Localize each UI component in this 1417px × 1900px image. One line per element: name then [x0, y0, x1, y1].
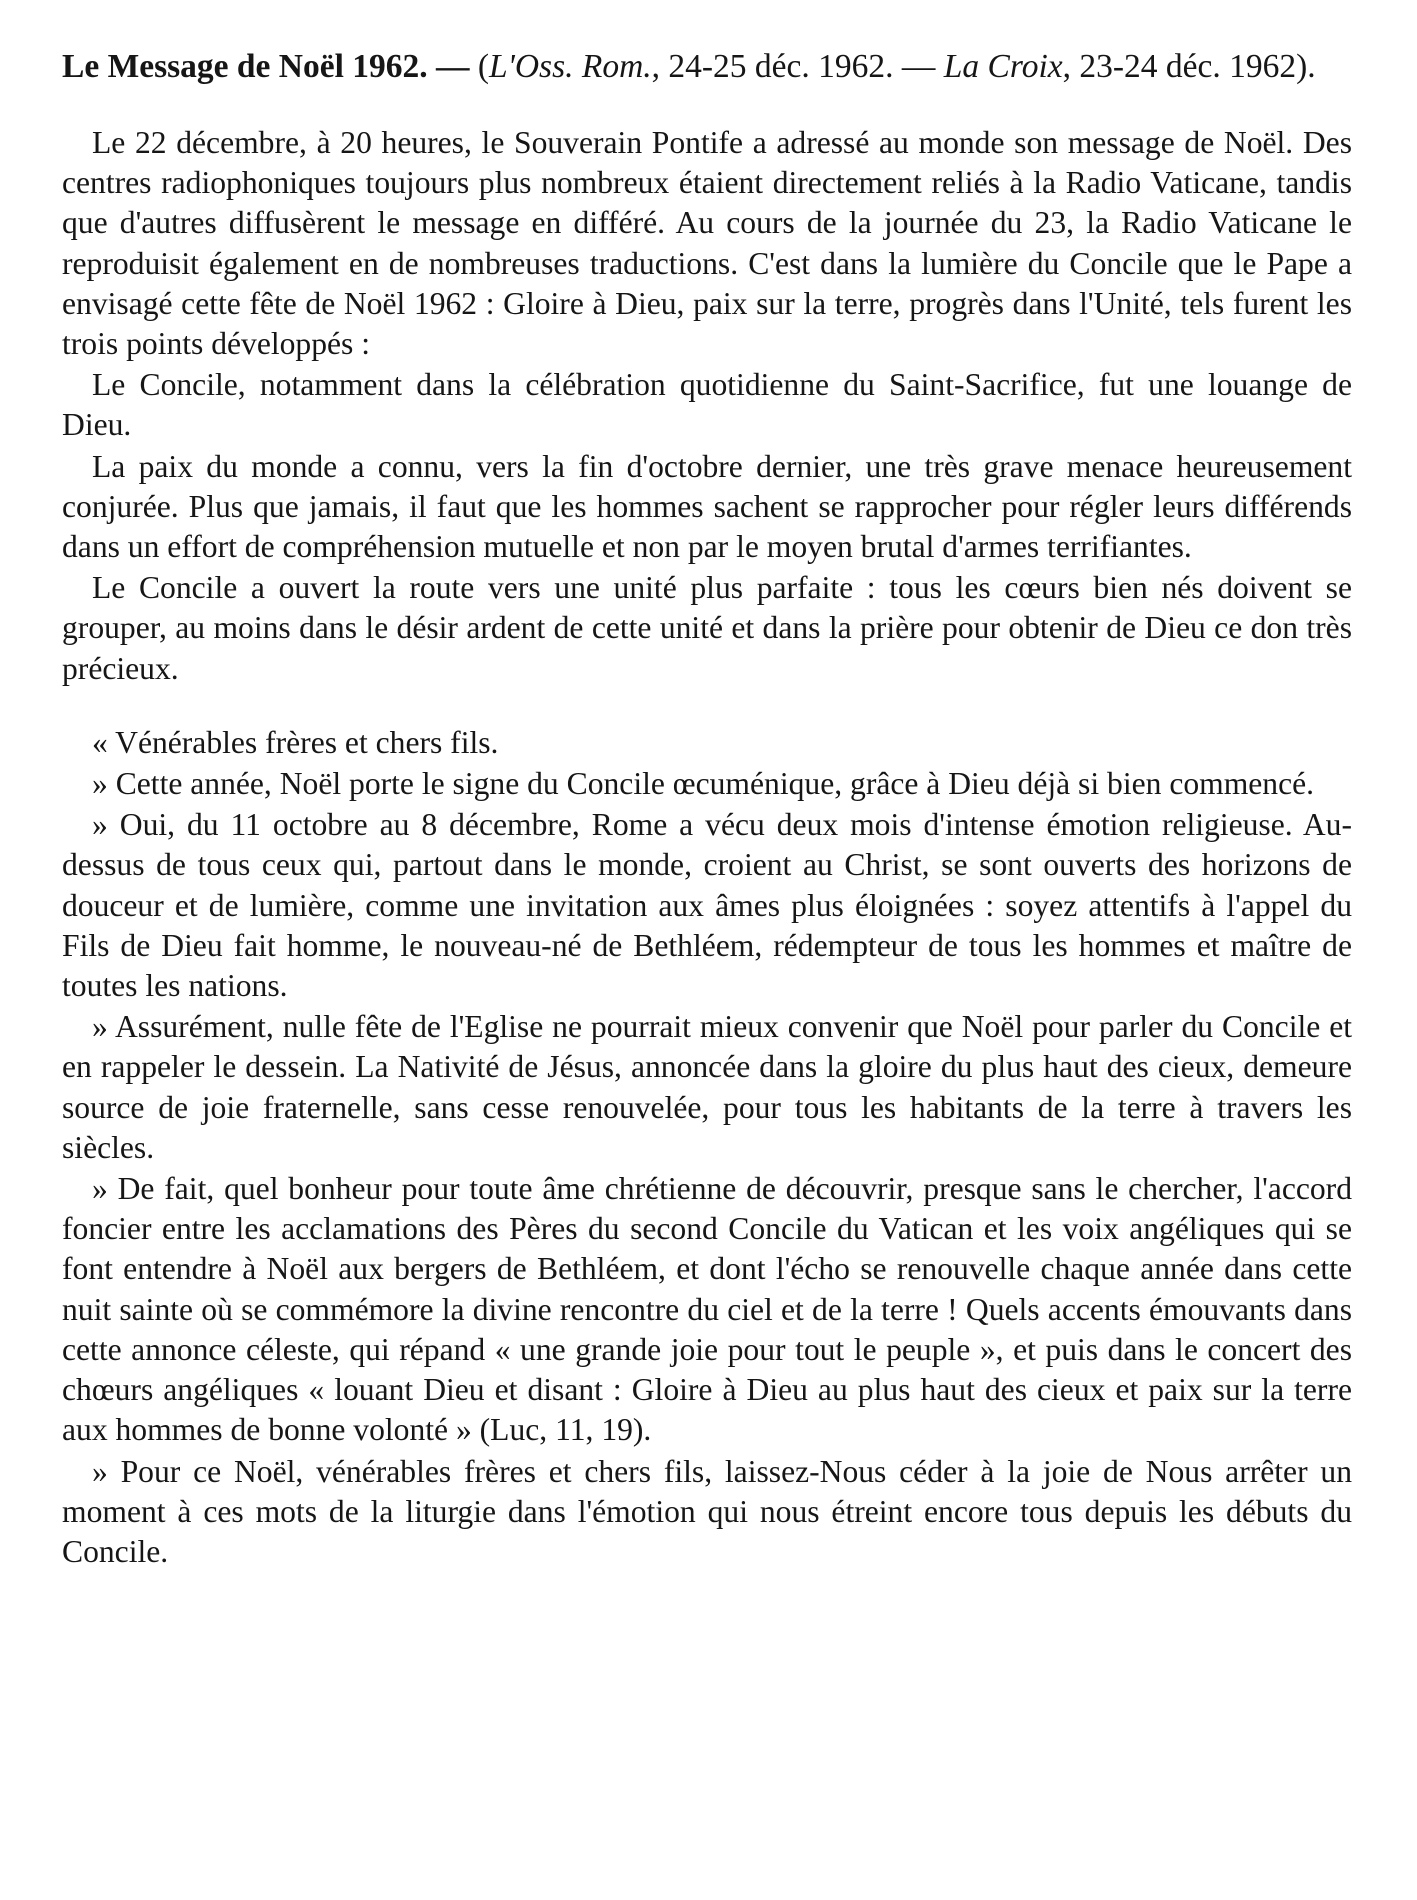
source-open-paren: (	[477, 48, 490, 85]
message-paragraph: » Oui, du 11 octobre au 8 décembre, Rome a vécu deux mois d'intense émotion religieuse. Au-dessus de tous ceux qui, partout dans le monde, croient au Christ, se sont ouverts des horizons de douceur et de lumière, comme une invitation aux âmes plus éloignées : soyez attentifs à l'appel du Fils de Dieu fait homme, le nouveau-né de Bethléem, rédempteur de tous les hommes et maître de toutes les nations.	[62, 807, 1352, 1004]
intro-paragraph: Le 22 décembre, à 20 heures, le Souverain Pontife a adressé au monde son message de Noël. Des centres radiophoniques toujours plus nombreux étaient directement reliés à la Radio Vaticane, tandis que d'autres diffusèrent le message en différé. Au cours de la journée du 23, la Radio Vaticane le reproduisit également en de nombreuses traductions. C'est dans la lumière du Concile que le Pape a envisagé cette fête de Noël 1962 : Gloire à Dieu, paix sur la terre, progrès dans l'Unité, tels furent les trois points développés :	[62, 125, 1352, 362]
intro-paragraph: Le Concile, notamment dans la célébration quotidienne du Saint-Sacrifice, fut une louange de Dieu.	[62, 367, 1352, 443]
intro-paragraph: Le Concile a ouvert la route vers une unité plus parfaite : tous les cœurs bien nés doivent se grouper, au moins dans le désir ardent de cette unité et dans la prière pour obtenir de Dieu ce don très précieux.	[62, 570, 1352, 686]
message-paragraph: » Assurément, nulle fête de l'Eglise ne pourrait mieux convenir que Noël pour parler du Concile et en rappeler le dessein. La Nativité de Jésus, annoncée dans la gloire du plus haut des cieux, demeure source de joie fraternelle, sans cesse renouvelée, pour tous les habitants de la terre à travers les siècles.	[62, 1009, 1352, 1165]
article-title: Le Message de Noël 1962.	[62, 48, 428, 85]
document-page	[62, 44, 1352, 1573]
intro-paragraph: La paix du monde a connu, vers la fin d'octobre dernier, une très grave menace heureusement conjurée. Plus que jamais, il faut que les hommes sachent se rapprocher pour régler leurs différends dans un effort de compréhension mutuelle et non par le moyen brutal d'armes terrifiantes.	[62, 448, 1352, 565]
article-body	[62, 123, 1352, 1572]
article-heading	[62, 44, 1352, 90]
message-section	[62, 723, 1352, 1572]
message-paragraph: » Cette année, Noël porte le signe du Concile œcuménique, grâce à Dieu déjà si bien commencé.	[92, 766, 1315, 802]
message-paragraph: » De fait, quel bonheur pour toute âme chrétienne de découvrir, presque sans le chercher, l'accord foncier entre les acclamations des Pères du second Concile du Vatican et les voix angéliques qui se font entendre à Noël aux bergers de Bethléem, et dont l'écho se renouvelle chaque année dans cette nuit sainte où se commémore la divine rencontre du ciel et de la terre ! Quels accents émouvants dans cette annonce céleste, qui répand « une grande joie pour tout le peuple », et puis dans le concert des chœurs angéliques « louant Dieu et disant : Gloire à Dieu au plus haut des cieux et paix sur la terre aux hommes de bonne volonté » (Luc, 11, 19).	[62, 1171, 1352, 1448]
source-osservatore: L'Oss. Rom.	[489, 48, 652, 85]
heading-dash: —	[427, 48, 478, 85]
intro-section	[62, 123, 1352, 689]
source-osservatore-date: , 24-25 déc. 1962. —	[651, 48, 944, 85]
source-la-croix: La Croix	[943, 48, 1063, 85]
message-paragraph: « Vénérables frères et chers fils.	[92, 724, 499, 760]
message-paragraph: » Pour ce Noël, vénérables frères et chers fils, laissez-Nous céder à la joie de Nous arrêter un moment à ces mots de la liturgie dans l'émotion qui nous étreint encore tous depuis les débuts du Concile.	[62, 1453, 1352, 1569]
source-la-croix-date: , 23-24 déc. 1962).	[1062, 48, 1316, 85]
